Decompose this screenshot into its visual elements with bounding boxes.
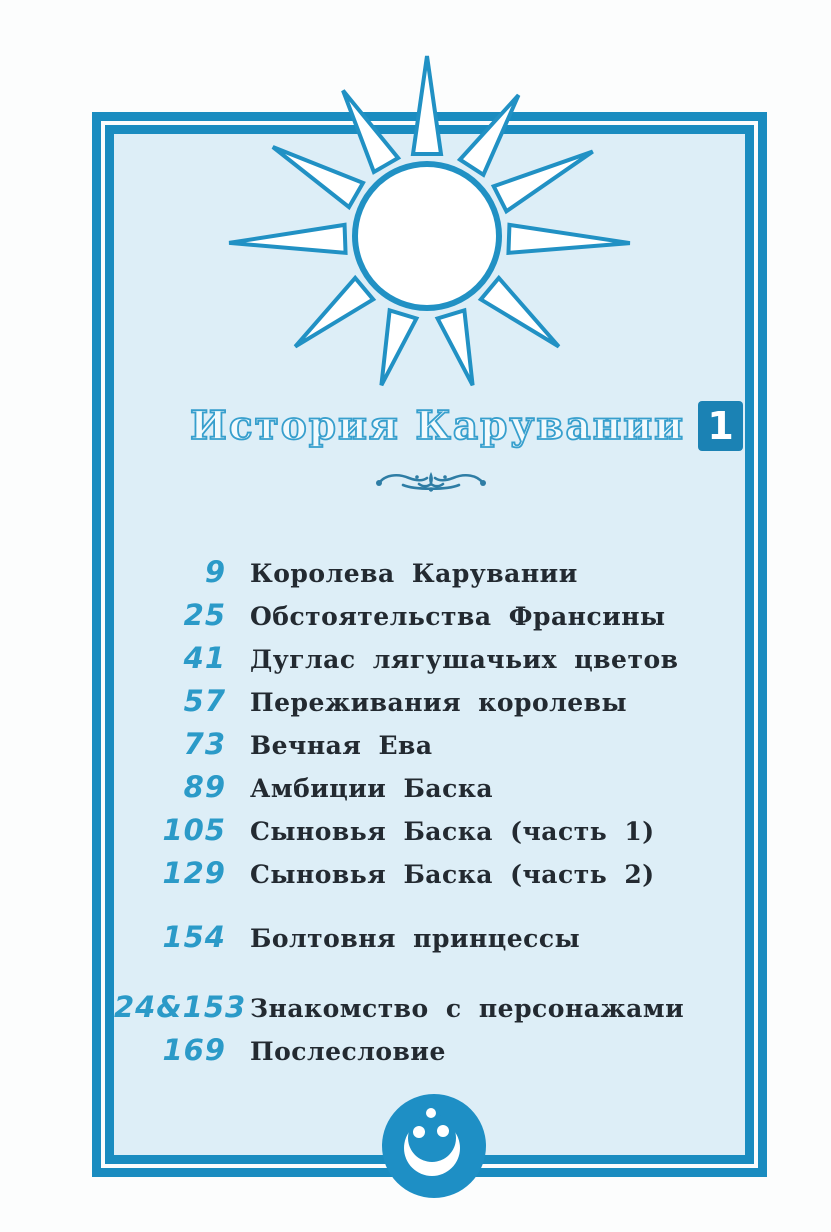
toc-entry-title: Переживания королевы: [250, 688, 628, 717]
toc-entry-page: 57: [183, 684, 226, 718]
flourish-divider-icon: [373, 468, 489, 496]
toc-entry-title: Вечная Ева: [250, 731, 433, 760]
toc-row: [114, 916, 744, 959]
toc-entry-page: 25: [183, 598, 226, 632]
toc-row: [114, 1029, 744, 1072]
toc-row: [114, 594, 744, 637]
toc-entry-page: 105: [162, 813, 226, 847]
toc-entry-page: 129: [162, 856, 226, 890]
toc-entry-title: Сыновья Баска (часть 1): [250, 817, 655, 846]
toc-row: [114, 680, 744, 723]
toc-entry-page: 154: [162, 920, 226, 954]
toc-row: [114, 766, 744, 809]
toc-entry-page: 9: [204, 555, 226, 589]
toc-entry-title: Королева Карувании: [250, 559, 578, 588]
sun-icon: [217, 26, 637, 446]
toc-row: [114, 551, 744, 594]
page-title: История Карувании: [190, 403, 686, 449]
toc-entry-page: 169: [162, 1033, 226, 1067]
toc-row: [114, 723, 744, 766]
toc-entry-title: Знакомство с персонажами: [250, 994, 685, 1023]
toc-entry-page: 89: [183, 770, 226, 804]
toc-row: [114, 852, 744, 895]
toc-entry-title: Дуглас лягушачьих цветов: [250, 645, 679, 674]
toc-entry-title: Сыновья Баска (часть 2): [250, 860, 655, 889]
toc-entry-title: Амбиции Баска: [250, 774, 494, 803]
toc-entry-page: 24&153: [114, 990, 247, 1024]
toc-entry-page: 73: [183, 727, 226, 761]
toc-row: [114, 986, 744, 1029]
toc-entry-title: Обстоятельства Франсины: [250, 602, 666, 631]
toc-entry-title: Болтовня принцессы: [250, 924, 581, 953]
crescent-moon-logo-icon: [374, 1086, 494, 1206]
toc-row: [114, 809, 744, 852]
toc-entry-page: 41: [183, 641, 226, 675]
volume-badge: 1: [698, 401, 743, 451]
toc-row: [114, 637, 744, 680]
toc-entry-title: Послесловие: [250, 1037, 446, 1066]
table-of-contents: [114, 551, 744, 1072]
